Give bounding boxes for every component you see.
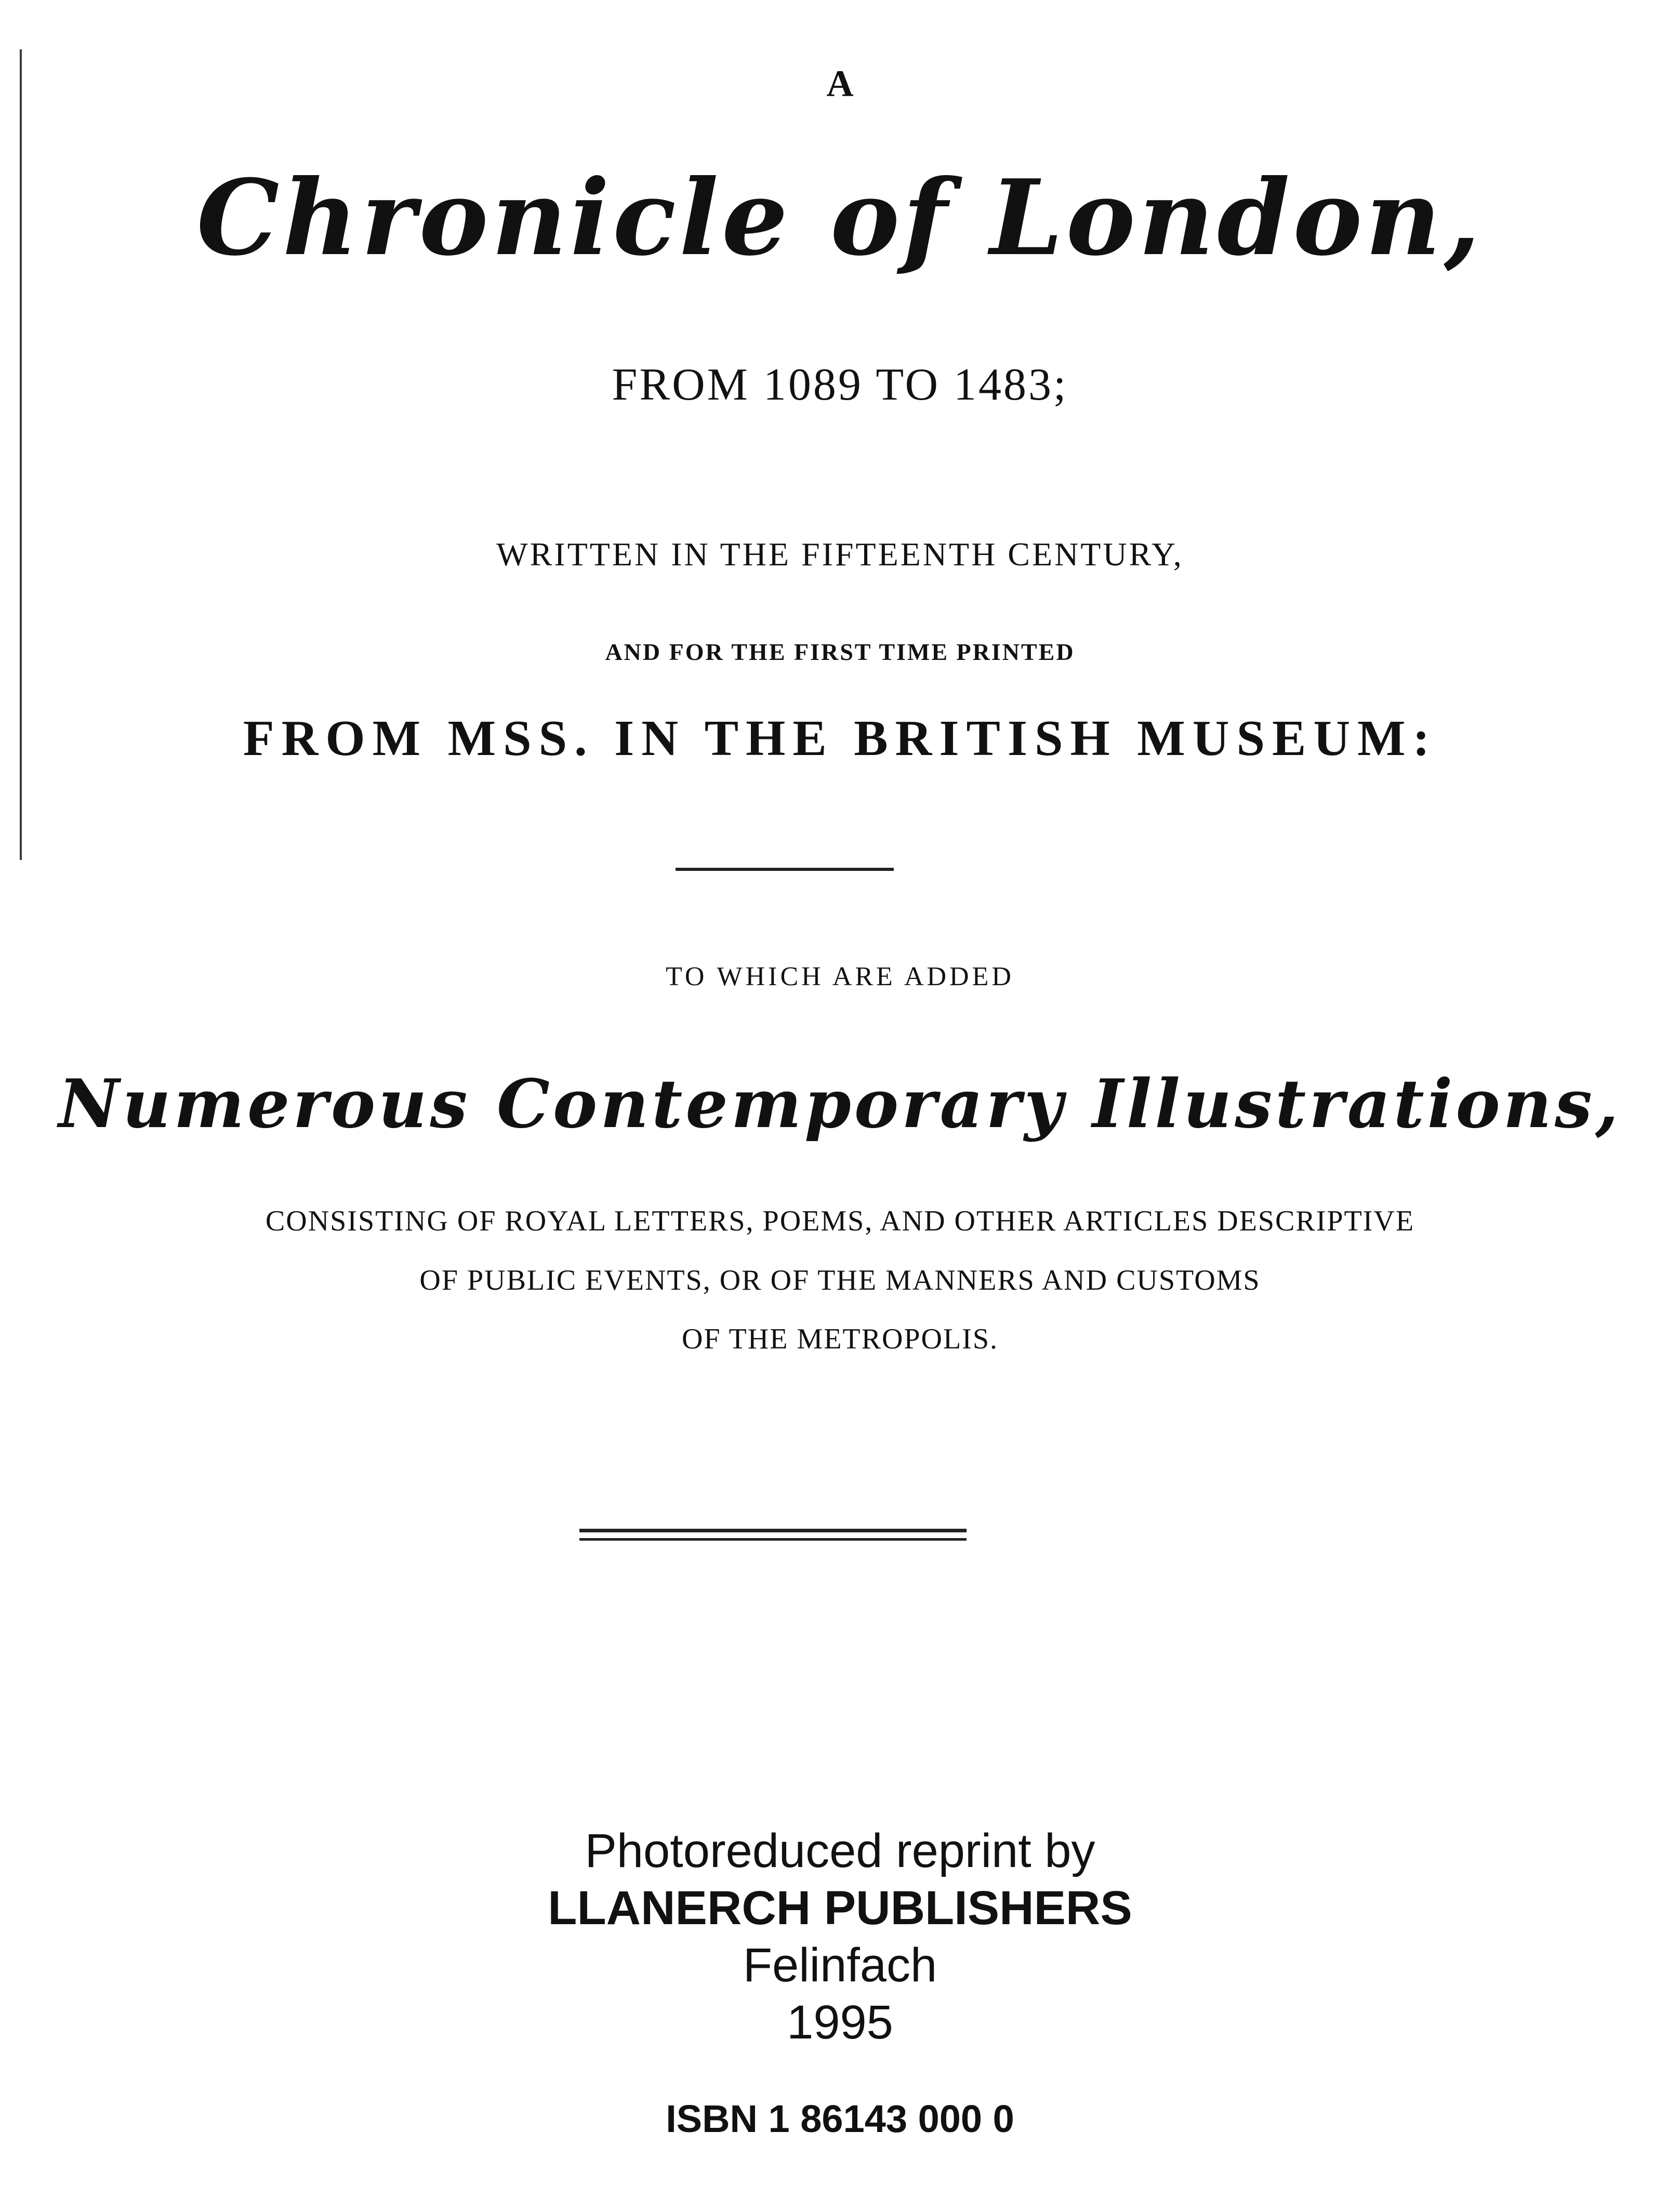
book-title: Chronicle of London, xyxy=(196,157,1484,279)
added-line: TO WHICH ARE ADDED xyxy=(666,962,1014,991)
publisher-place: Felinfach xyxy=(743,1939,937,1992)
description-line-2: OF PUBLIC EVENTS, OR OF THE MANNERS AND CUSTOMS xyxy=(419,1264,1261,1296)
title-article: A xyxy=(826,63,854,104)
printed-line: AND FOR THE FIRST TIME PRINTED xyxy=(605,639,1075,665)
double-rule-top xyxy=(579,1529,967,1532)
date-range: FROM 1089 TO 1483; xyxy=(612,360,1068,410)
publisher-name: LLANERCH PUBLISHERS xyxy=(548,1882,1132,1935)
divider-rule xyxy=(676,868,894,871)
isbn: ISBN 1 86143 000 0 xyxy=(666,2097,1014,2140)
double-rule-bottom xyxy=(579,1538,967,1541)
description-line-1: CONSISTING OF ROYAL LETTERS, POEMS, AND OTHER ARTICLES DESCRIPTIVE xyxy=(265,1205,1415,1237)
written-line: WRITTEN IN THE FIFTEENTH CENTURY, xyxy=(496,536,1184,573)
publication-year: 1995 xyxy=(787,1996,893,2049)
reprint-line: Photoreduced reprint by xyxy=(585,1824,1095,1877)
description-line-3: OF THE METROPOLIS. xyxy=(681,1323,998,1355)
source-line: FROM MSS. IN THE BRITISH MUSEUM: xyxy=(243,710,1437,766)
illustrations-heading: Numerous Contemporary Illustrations, xyxy=(58,1065,1622,1143)
